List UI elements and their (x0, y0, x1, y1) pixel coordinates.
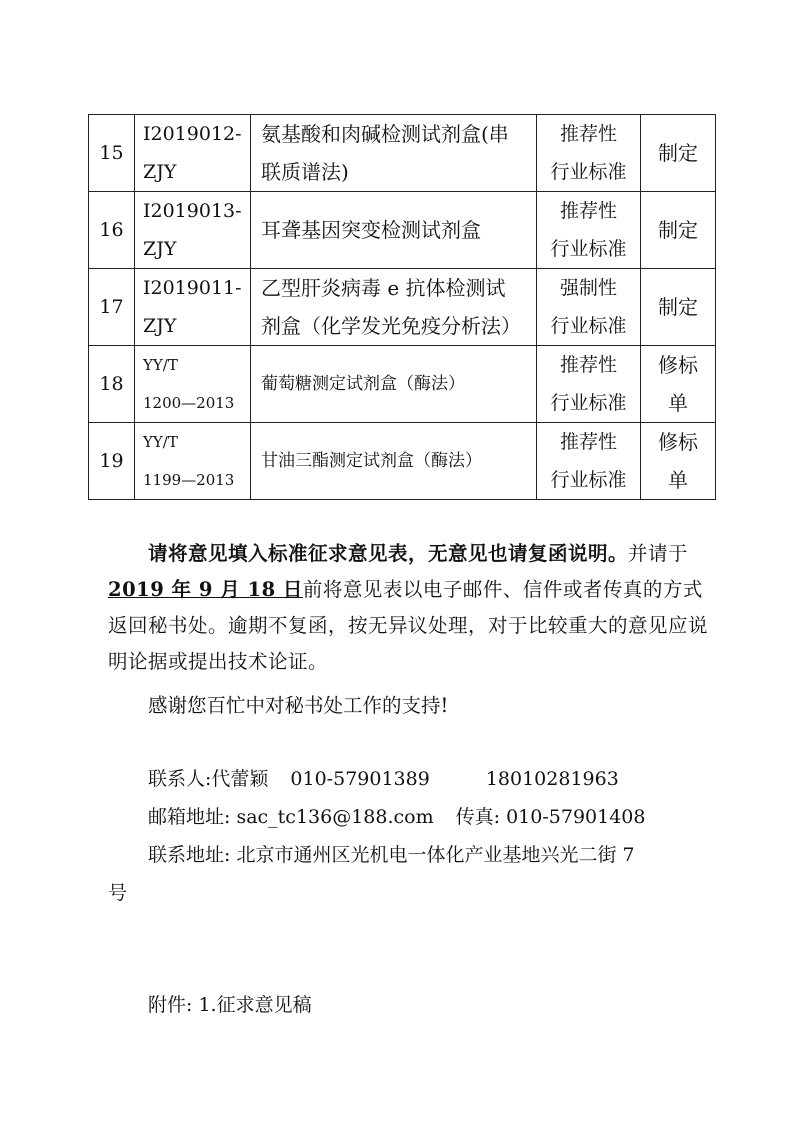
attachment-item: 1.征求意见稿 (198, 994, 312, 1016)
standard-type-line: 推荐性 (559, 431, 617, 453)
standard-code (135, 423, 251, 500)
standard-code (135, 192, 251, 269)
standard-name-line: 甘油三酯测定试剂盒（酶法） (261, 451, 482, 471)
standard-name (251, 269, 537, 346)
standard-action-line: 单 (668, 391, 688, 415)
standard-name-line: 联质谱法) (261, 160, 349, 184)
row-number: 19 (89, 423, 135, 500)
notice-text-b: 前将意见表以电子邮件、信件或者传真的方式返回秘书处。逾期不复函，按无异议处理，对于比较重大的意见应说明论据或提出技术论证。 (108, 578, 709, 673)
notice-paragraph (108, 536, 708, 680)
standard-action-line: 制定 (658, 218, 698, 242)
standard-code (135, 269, 251, 346)
standard-type-line: 行业标准 (550, 315, 627, 337)
standard-code-line: ZJY (143, 238, 177, 260)
standard-code-line: YY/T (143, 433, 178, 451)
standard-code (135, 115, 251, 192)
standard-type (537, 423, 641, 500)
standard-name-line: 剂盒（化学发光免疫分析法） (261, 314, 521, 338)
table-row (89, 346, 716, 423)
standard-action-line: 修标 (658, 430, 698, 454)
standard-type-line: 强制性 (559, 277, 617, 299)
standard-type-line: 行业标准 (550, 469, 627, 491)
standard-type (537, 115, 641, 192)
address-line-2: 号 (108, 882, 128, 904)
standard-code-line: I2019012- (143, 123, 242, 145)
standard-type-line: 行业标准 (550, 161, 627, 183)
table-row (89, 192, 716, 269)
contact-person-label: 联系人: (148, 768, 212, 790)
standard-type (537, 269, 641, 346)
standard-action-line: 单 (668, 468, 688, 492)
thanks-line: 感谢您百忙中对秘书处工作的支持! (148, 694, 449, 717)
standard-action-line: 制定 (658, 295, 698, 319)
standard-action (641, 269, 716, 346)
standard-type (537, 346, 641, 423)
email-address: sac_tc136@188.com (236, 806, 434, 828)
standard-type-line: 推荐性 (559, 200, 617, 222)
standard-code-line: ZJY (143, 161, 177, 183)
fax-number: 010-57901408 (506, 806, 646, 828)
row-number: 15 (89, 115, 135, 192)
standard-name-line: 乙型肝炎病毒 e 抗体检测试 (261, 276, 506, 300)
contact-person-name: 代蕾颖 (211, 768, 269, 790)
notice-text-a: 并请于 (628, 542, 689, 565)
standard-code-line: I2019013- (143, 200, 242, 222)
standard-code-line: YY/T (143, 356, 178, 374)
standard-name-line: 耳聋基因突变检测试剂盒 (261, 218, 481, 242)
standard-type-line: 行业标准 (550, 392, 627, 414)
standard-name-line: 葡萄糖测定试剂盒（酶法） (261, 374, 465, 394)
standard-name (251, 423, 537, 500)
table-row (89, 269, 716, 346)
contact-person-line (148, 762, 619, 796)
standard-type (537, 192, 641, 269)
standard-action (641, 346, 716, 423)
contact-address-line (148, 838, 635, 872)
standards-table (88, 114, 716, 500)
address-label: 联系地址: (148, 844, 231, 866)
standard-type-line: 推荐性 (559, 123, 617, 145)
standard-action (641, 423, 716, 500)
standard-action-line: 修标 (658, 353, 698, 377)
standard-name (251, 192, 537, 269)
standard-action (641, 192, 716, 269)
standard-code (135, 346, 251, 423)
table-row (89, 115, 716, 192)
contact-email-line (148, 800, 645, 834)
standard-type-line: 推荐性 (559, 354, 617, 376)
email-label: 邮箱地址: (148, 806, 231, 828)
notice-bold-text: 请将意见填入标准征求意见表，无意见也请复函说明。 (148, 542, 629, 565)
standard-code-line: I2019011- (143, 277, 242, 299)
standard-code-line: 1199—2013 (143, 471, 235, 489)
attachment-line (148, 988, 312, 1022)
table-row (89, 423, 716, 500)
standard-name (251, 346, 537, 423)
standard-code-line: ZJY (143, 315, 177, 337)
contact-address-continuation (108, 876, 127, 910)
contact-phone-2: 18010281963 (485, 768, 619, 790)
row-number: 16 (89, 192, 135, 269)
standard-code-line: 1200—2013 (143, 394, 235, 412)
row-number: 17 (89, 269, 135, 346)
attachment-label: 附件: (148, 994, 193, 1016)
standard-action-line: 制定 (658, 141, 698, 165)
fax-label: 传真: (455, 806, 501, 828)
deadline-date: 2019 年 9 月 18 日 (108, 578, 303, 601)
address-line-1: 北京市通州区光机电一体化产业基地兴光二街 7 (236, 844, 635, 866)
standard-type-line: 行业标准 (550, 238, 627, 260)
standards-table-body (89, 115, 716, 500)
row-number: 18 (89, 346, 135, 423)
contact-phone-1: 010-57901389 (290, 768, 430, 790)
standard-name (251, 115, 537, 192)
standard-name-line: 氨基酸和肉碱检测试剂盒(串 (261, 122, 509, 146)
standard-action (641, 115, 716, 192)
